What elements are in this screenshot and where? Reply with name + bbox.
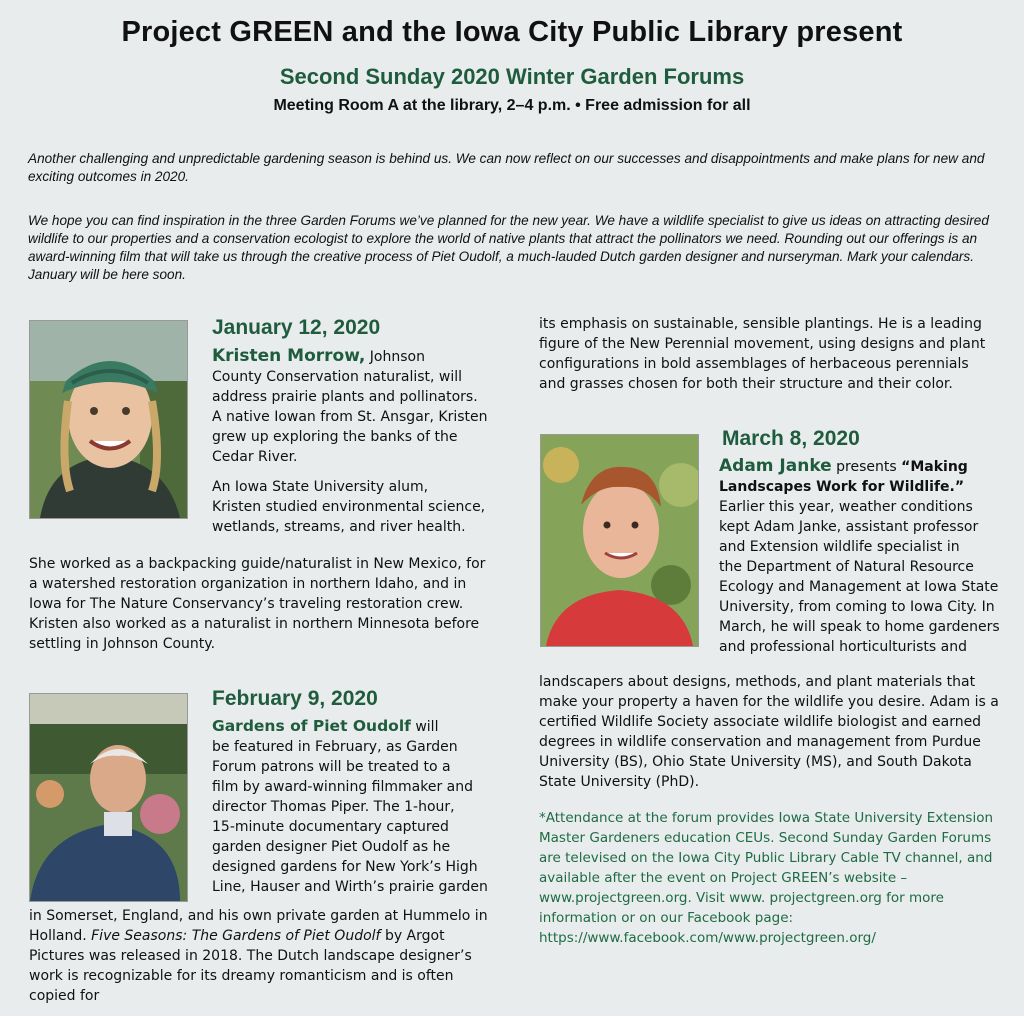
february-line: 15-minute documentary captured [212, 819, 449, 835]
talk-title: Landscapes Work for Wildlife.” [719, 479, 965, 495]
february-text [212, 716, 492, 897]
event-details: Meeting Room A at the library, 2–4 p.m. • Free admission for all [273, 97, 751, 114]
adam-janke-photo [540, 434, 699, 647]
intro-paragraph-1: Another challenging and unpredictable gardening season is behind us. We can now reflect on our successes and disappointments and make plans for new and exciting outcomes in 2020. [28, 151, 985, 184]
march-line: the Department of Natural Resource [719, 559, 974, 575]
january-text [212, 346, 492, 537]
kristen-morrow-photo [29, 320, 188, 519]
january-speaker: Kristen Morrow, [212, 346, 366, 366]
march-line: University, from coming to Iowa City. In [719, 599, 995, 615]
talk-title: “Making [901, 459, 968, 475]
january-line: An Iowa State University alum, [212, 479, 429, 495]
february-line: Line, Hauser and Wirth’s prairie garden [212, 879, 488, 895]
page-subtitle: Second Sunday 2020 Winter Garden Forums [279, 64, 745, 89]
january-line: Johnson [369, 349, 425, 365]
january-wide-text: She worked as a backpacking guide/naturalist in New Mexico, for a watershed restoration organization in northern Idaho, and in Iowa for The Nature Conservancy’s traveling restoration crew. Kristen also worked as a naturalist in northern Minnesota before settling in Johnson County. [29, 556, 486, 652]
february-film: Gardens of Piet Oudolf [212, 717, 411, 735]
march-wide-text: landscapers about designs, methods, and plant materials that make your property a haven for the wildlife you desire. Adam is a certified Wildlife Society associate wildlife biologist and earned degrees in wildlife conservation and management from Purdue University (BS), Ohio State University (MS), and South Dakota State University (PhD). [539, 674, 999, 790]
march-speaker: Adam Janke [719, 456, 832, 476]
march-line: Earlier this year, weather conditions [719, 499, 973, 515]
january-line: wetlands, streams, and river health. [212, 519, 466, 535]
february-date: February 9, 2020 [212, 687, 378, 710]
march-text [719, 456, 1004, 657]
march-line: March, he will speak to home gardeners [719, 619, 1000, 635]
february-line: will [415, 719, 439, 735]
february-line: Forum patrons will be treated to a [212, 759, 451, 775]
intro-paragraph-2: We hope you can find inspiration in the three Garden Forums we’ve planned for the new year. We have a wildlife specialist to give us ideas on attracting desired wildlife to our properties and a conservation ecologist to explore the world of native plants that attract the pollinators we need. Rounding out our offerings is an award-winning film that will take us through the creative process of Piet Oudolf, a much-lauded Dutch garden designer and nurseryman. Mark your calendars. January will be here soon. [28, 213, 989, 282]
march-line: and Extension wildlife specialist in [719, 539, 960, 555]
february-wide-text [29, 906, 491, 1006]
march-presents: presents [836, 459, 897, 475]
piet-oudolf-photo [29, 693, 188, 902]
march-line: and professional horticulturists and [719, 639, 967, 655]
january-line: grew up exploring the banks of the [212, 429, 458, 445]
january-line: address prairie plants and pollinators. [212, 389, 478, 405]
february-line: film by award-winning filmmaker and [212, 779, 473, 795]
january-line: Cedar River. [212, 449, 298, 465]
february-line: designed gardens for New York’s High [212, 859, 478, 875]
january-line: County Conservation naturalist, will [212, 369, 463, 385]
page-title: Project GREEN and the Iowa City Public Library present [121, 16, 903, 48]
january-line: A native Iowan from St. Ansgar, Kristen [212, 409, 488, 425]
march-line: kept Adam Janke, assistant professor [719, 519, 979, 535]
february-line: director Thomas Piper. The 1-hour, [212, 799, 455, 815]
february-line: garden designer Piet Oudolf as he [212, 839, 451, 855]
february-line: be featured in February, as Garden [212, 739, 458, 755]
february-wide-b: by Argot Pictures was released in 2018. The Dutch landscape designer’s work is recognizable for its dreamy romanticism and is often copied for [29, 928, 472, 1004]
february-continued-text: its emphasis on sustainable, sensible plantings. He is a leading figure of the New Perennial movement, using designs and plant configurations in bold assemblages of herbaceous perennials and grasses chosen for both their structure and their color. [539, 316, 986, 392]
attendance-note: *Attendance at the forum provides Iowa State University Extension Master Gardeners education CEUs. Second Sunday Garden Forums are televised on the Iowa City Public Library Cable TV channel, and available after the event on Project GREEN’s website – www.projectgreen.org. Visit www. projectgreen.org for more information or on our Facebook page: https://www.facebook.com/www.projectgreen.org/ [539, 810, 994, 946]
january-date: January 12, 2020 [212, 316, 381, 339]
march-date: March 8, 2020 [722, 427, 860, 450]
january-line: Kristen studied environmental science, [212, 499, 486, 515]
film-title: Five Seasons: The Gardens of Piet Oudolf [91, 928, 381, 944]
march-line: Ecology and Management at Iowa State [719, 579, 999, 595]
february-wide-a: in Somerset, England, and his own private garden at Hummelo in Holland. [29, 908, 488, 944]
